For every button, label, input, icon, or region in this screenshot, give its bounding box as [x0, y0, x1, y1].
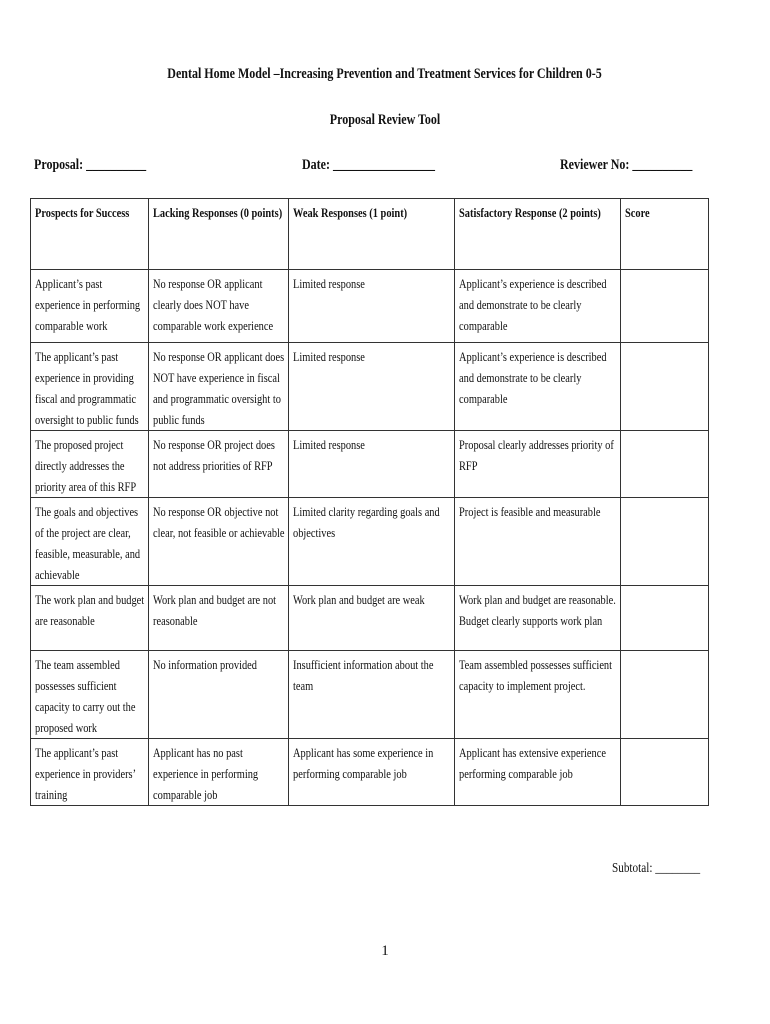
- page-number: 1: [381, 943, 389, 959]
- proposal-field: [34, 157, 174, 174]
- column-header-satisfactory: [455, 199, 621, 270]
- weak-text: Limited response: [293, 276, 365, 291]
- weak-text: Work plan and budget are weak: [293, 592, 425, 607]
- criterion-text: The goals and objectives of the project are clear, feasible, measurable, and achievable: [35, 504, 141, 582]
- satisfactory-cell: [455, 343, 621, 431]
- table-row: [31, 270, 709, 343]
- criterion-text: The applicant’s past experience in providing fiscal and programmatic oversight to public funds: [35, 349, 139, 427]
- date-field-label: Date: _________________: [302, 157, 435, 173]
- table-row: [31, 431, 709, 498]
- column-header-prospects: [31, 199, 149, 270]
- reviewer-field-label: Reviewer No: __________: [560, 157, 693, 173]
- criterion-text: The work plan and budget are reasonable: [35, 592, 145, 628]
- weak-cell: [289, 343, 455, 431]
- lacking-text: No response OR objective not clear, not feasible or achievable: [153, 504, 285, 540]
- score-cell[interactable]: [621, 270, 709, 343]
- satisfactory-text: Applicant’s experience is described and demonstrate to be clearly comparable: [459, 349, 607, 406]
- criterion-text: The team assembled possesses sufficient capacity to carry out the proposed work: [35, 657, 136, 735]
- satisfactory-cell: [455, 651, 621, 739]
- weak-cell: [289, 431, 455, 498]
- criterion-text: The applicant’s past experience in providers’ training: [35, 745, 136, 802]
- table-row: [31, 651, 709, 739]
- criterion-cell: [31, 498, 149, 586]
- satisfactory-cell: [455, 498, 621, 586]
- weak-cell: [289, 739, 455, 806]
- lacking-cell: [149, 270, 289, 343]
- satisfactory-cell: [455, 586, 621, 651]
- lacking-text: No response OR project does not address priorities of RFP: [153, 437, 275, 473]
- table-row: [31, 498, 709, 586]
- table-row: [31, 586, 709, 651]
- score-cell[interactable]: [621, 343, 709, 431]
- weak-text: Insufficient information about the team: [293, 657, 434, 693]
- document-subtitle-text: Proposal Review Tool: [329, 112, 441, 128]
- criterion-cell: [31, 431, 149, 498]
- lacking-text: Work plan and budget are not reasonable: [153, 592, 277, 628]
- satisfactory-cell: [455, 431, 621, 498]
- lacking-cell: [149, 651, 289, 739]
- table-row: [31, 343, 709, 431]
- lacking-cell: [149, 498, 289, 586]
- satisfactory-text: Project is feasible and measurable: [459, 504, 601, 519]
- satisfactory-text: Applicant’s experience is described and demonstrate to be clearly comparable: [459, 276, 607, 333]
- weak-text: Limited clarity regarding goals and objectives: [293, 504, 440, 540]
- lacking-text: No response OR applicant does NOT have experience in fiscal and programmatic oversight to public funds: [153, 349, 285, 427]
- satisfactory-text: Team assembled possesses sufficient capacity to implement project.: [459, 657, 613, 693]
- column-header-weak-text: Weak Responses (1 point): [293, 205, 408, 220]
- subtotal-field: [612, 861, 722, 877]
- column-header-score-text: Score: [625, 205, 650, 220]
- criterion-cell: [31, 343, 149, 431]
- column-header-satisfactory-text: Satisfactory Response (2 points): [459, 205, 601, 220]
- satisfactory-cell: [455, 270, 621, 343]
- column-header-score: [621, 199, 709, 270]
- criterion-cell: [31, 270, 149, 343]
- reviewer-field: [560, 157, 726, 174]
- lacking-cell: [149, 586, 289, 651]
- criterion-cell: [31, 739, 149, 806]
- subtotal-label: Subtotal: ________: [612, 861, 701, 876]
- score-cell[interactable]: [621, 498, 709, 586]
- document-title: [0, 66, 770, 83]
- column-header-lacking-text: Lacking Responses (0 points): [153, 205, 283, 220]
- document-title-text: Dental Home Model –Increasing Prevention and Treatment Services for Children 0-5: [167, 66, 603, 82]
- lacking-cell: [149, 343, 289, 431]
- column-header-lacking: [149, 199, 289, 270]
- criterion-text: The proposed project directly addresses the priority area of this RFP: [35, 437, 137, 494]
- weak-text: Limited response: [293, 437, 365, 452]
- date-field: [302, 157, 468, 174]
- score-cell[interactable]: [621, 739, 709, 806]
- score-cell[interactable]: [621, 431, 709, 498]
- document-subtitle: [0, 112, 770, 129]
- weak-cell: [289, 651, 455, 739]
- proposal-field-label: Proposal: __________: [34, 157, 147, 173]
- review-rubric-table: [30, 198, 709, 806]
- column-header-weak: [289, 199, 455, 270]
- lacking-text: Applicant has no past experience in performing comparable job: [153, 745, 259, 802]
- weak-cell: [289, 498, 455, 586]
- criterion-cell: [31, 586, 149, 651]
- score-cell[interactable]: [621, 586, 709, 651]
- lacking-text: No information provided: [153, 657, 257, 672]
- criterion-text: Applicant’s past experience in performing comparable work: [35, 276, 141, 333]
- weak-cell: [289, 270, 455, 343]
- satisfactory-cell: [455, 739, 621, 806]
- column-header-prospects-text: Prospects for Success: [35, 205, 130, 220]
- criterion-cell: [31, 651, 149, 739]
- satisfactory-text: Applicant has extensive experience performing comparable job: [459, 745, 606, 781]
- table-header-row: [31, 199, 709, 270]
- weak-cell: [289, 586, 455, 651]
- weak-text: Applicant has some experience in performing comparable job: [293, 745, 434, 781]
- lacking-cell: [149, 739, 289, 806]
- satisfactory-text: Work plan and budget are reasonable. Budget clearly supports work plan: [459, 592, 616, 628]
- weak-text: Limited response: [293, 349, 365, 364]
- lacking-cell: [149, 431, 289, 498]
- satisfactory-text: Proposal clearly addresses priority of RFP: [459, 437, 614, 473]
- lacking-text: No response OR applicant clearly does NOT have comparable work experience: [153, 276, 274, 333]
- score-cell[interactable]: [621, 651, 709, 739]
- table-row: [31, 739, 709, 806]
